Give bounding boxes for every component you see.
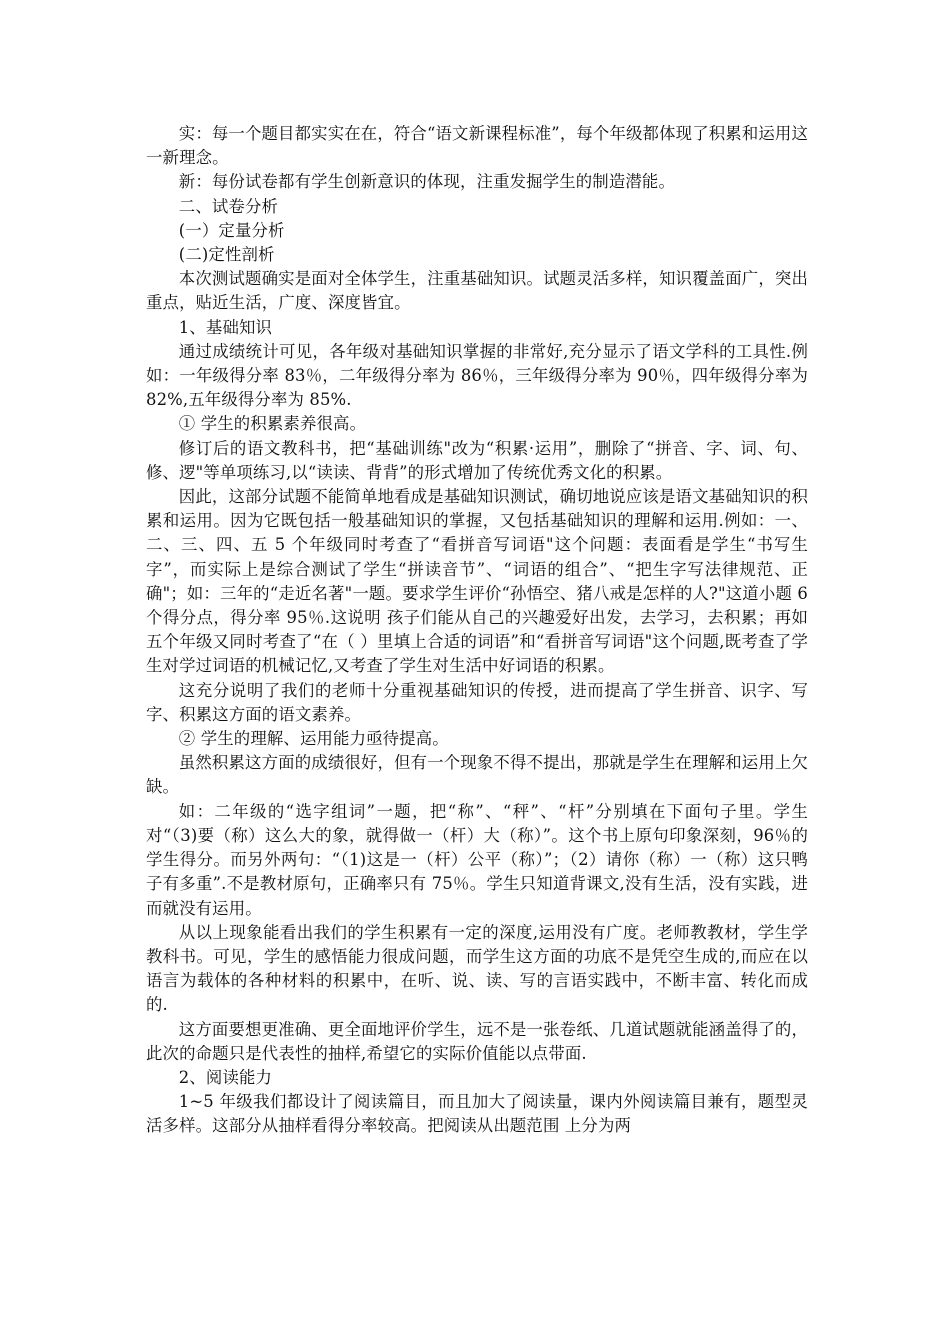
subsection-heading: 1、基础知识 (178, 317, 273, 337)
paragraph: 如：二年级的“选字组词”一题，把“称”、“秤”、“杆”分别填在下面句子里。学生对“（3)要（称）这么大的象，就得做一（杆）大（称）”。这个书上原句印象深刻，96％的学生得分。而另外两句：“（1)这是一（杆）公平（称）”；（2）请你（称）一（称）这只鸭子有多重”.不是教材原句，正确率只有 75％。学生只知道背课文,没有生活，没有实践，进而就没有运用。 (146, 801, 808, 918)
paragraph: 修订后的语文教科书，把“基础训练"改为“积累·运用”，删除了“拼音、字、词、句、修、逻"等单项练习,以“读读、背背”的形式增加了传统优秀文化的积累。 (146, 438, 808, 482)
paragraph: 实：每一个题目都实实在在，符合“语文新课程标准”，每个年级都体现了积累和运用这一新理念。 (146, 124, 808, 168)
paragraph: 从以上现象能看出我们的学生积累有一定的深度,运用没有广度。老师教教材，学生学教科书。可见，学生的感悟能力很成问题，而学生这方面的功底不是凭空生成的,而应在以语言为载体的各种材料的积累中，在听、说、读、写的言语实践中，不断丰富、转化而成的. (146, 922, 808, 1015)
section-heading: 二、试卷分析 (178, 196, 279, 216)
paragraph: 1~5 年级我们都设计了阅读篇目，而且加大了阅读量，课内外阅读篇目兼有，题型灵活多样。这部分从抽样看得分率较高。把阅读从出题范围 上分为两 (146, 1092, 808, 1136)
paragraph: 这充分说明了我们的老师十分重视基础知识的传授，进而提高了学生拼音、识字、写字、积累这方面的语文素养。 (146, 680, 808, 724)
paragraph: 这方面要想更准确、更全面地评价学生，远不是一张卷纸、几道试题就能涵盖得了的，此次的命题只是代表性的抽样,希望它的实际价值能以点带面. (146, 1019, 808, 1063)
document-body (146, 122, 808, 1139)
paragraph: 虽然积累这方面的成绩很好，但有一个现象不得不提出，那就是学生在理解和运用上欠缺。 (146, 753, 808, 797)
point-heading: ② 学生的理解、运用能力亟待提高。 (178, 729, 449, 749)
paragraph: 新：每份试卷都有学生创新意识的体现，注重发掘学生的制造潜能。 (178, 172, 676, 192)
paragraph: 通过成绩统计可见，各年级对基础知识掌握的非常好,充分显示了语文学科的工具性.例如：一年级得分率 83％，二年级得分率为 86％，三年级得分率为 90％，四年级得分率为 82%,五年级得分率为 85%. (146, 341, 808, 410)
subsection-heading: 2、阅读能力 (178, 1067, 273, 1087)
point-heading: ① 学生的积累素养很高。 (178, 414, 367, 434)
paragraph: 本次测试题确实是面对全体学生，注重基础知识。试题灵活多样，知识覆盖面广，突出重点，贴近生活，广度、深度皆宜。 (146, 269, 808, 313)
subsection-heading: (一）定量分析 (178, 220, 285, 240)
paragraph: 因此，这部分试题不能简单地看成是基础知识测试，确切地说应该是语文基础知识的积累和运用。因为它既包括一般基础知识的掌握，又包括基础知识的理解和运用.例如：一、二、三、四、五 5 个年级同时考查了“看拼音写词语"这个问题：表面看是学生“书写生字”，而实际上是综合测试了学生“拼读音节”、“词语的组合”、“把生字写法律规范、正确"；如：三年的“走近名著"一题。要求学生评价“孙悟空、猪八戒是怎样的人?"这道小题 6 个得分点，得分率 95％.这说明 孩子们能从自己的兴趣爱好出发，去学习，去积累；再如五个年级又同时考查了“在（ ）里填上合适的词语”和“看拼音写词语"这个问题,既考查了学生对学过词语的机械记忆,又考查了学生对生活中好词语的积累。 (146, 487, 808, 676)
subsection-heading: (二)定性剖析 (178, 245, 275, 265)
